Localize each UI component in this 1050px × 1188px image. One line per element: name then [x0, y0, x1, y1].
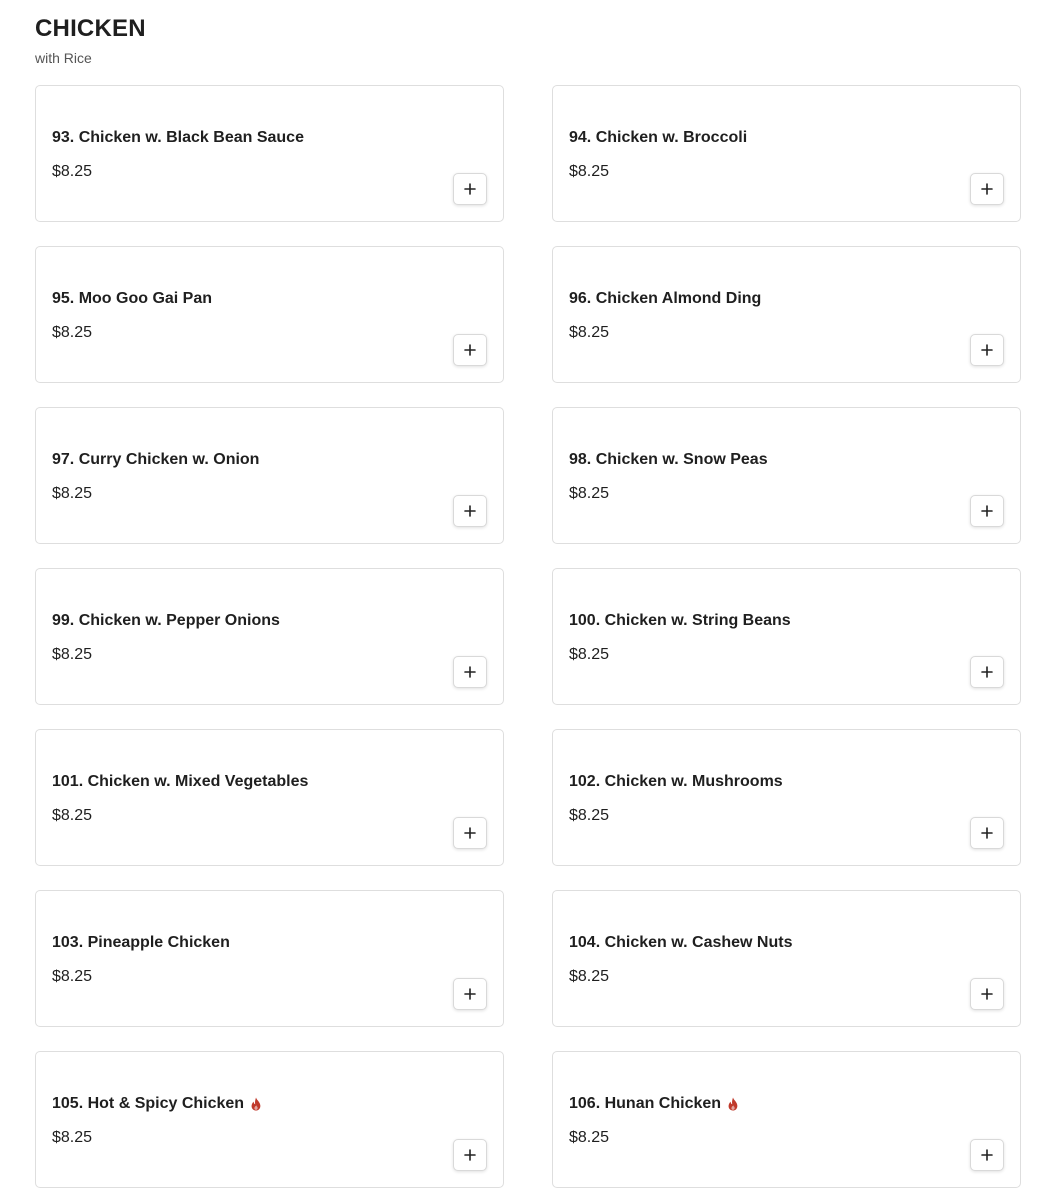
menu-item-price: $8.25 [569, 1129, 610, 1146]
add-to-cart-button[interactable] [453, 656, 487, 688]
menu-item-grid [35, 85, 1021, 1188]
menu-item-card[interactable] [35, 1051, 504, 1188]
menu-item-title [52, 1095, 262, 1113]
menu-item-price: $8.25 [569, 807, 610, 824]
add-to-cart-button[interactable] [970, 978, 1004, 1010]
plus-icon [981, 988, 993, 1000]
add-to-cart-button[interactable] [970, 495, 1004, 527]
menu-item-title [569, 129, 747, 147]
add-to-cart-button[interactable] [970, 173, 1004, 205]
menu-item-name: 99. Chicken w. Pepper Onions [52, 612, 280, 629]
menu-item-title [52, 129, 304, 147]
add-to-cart-button[interactable] [453, 817, 487, 849]
menu-item-title [569, 934, 792, 952]
plus-icon [981, 183, 993, 195]
menu-item-name: 102. Chicken w. Mushrooms [569, 773, 783, 790]
menu-item-title [52, 451, 259, 469]
menu-item-title [52, 934, 230, 952]
menu-item-name: 104. Chicken w. Cashew Nuts [569, 934, 793, 951]
menu-item-price: $8.25 [569, 646, 610, 663]
menu-item-price: $8.25 [52, 485, 93, 502]
plus-icon [981, 505, 993, 517]
menu-item-card[interactable] [35, 246, 504, 383]
add-to-cart-button[interactable] [970, 334, 1004, 366]
flame-icon [250, 1097, 262, 1111]
add-to-cart-button[interactable] [453, 173, 487, 205]
add-to-cart-button[interactable] [453, 334, 487, 366]
plus-icon [981, 666, 993, 678]
menu-item-price: $8.25 [52, 1129, 93, 1146]
plus-icon [464, 505, 476, 517]
menu-item-price: $8.25 [52, 163, 93, 180]
menu-item-price: $8.25 [569, 163, 610, 180]
plus-icon [464, 827, 476, 839]
menu-item-card[interactable] [552, 407, 1021, 544]
menu-item-price: $8.25 [52, 807, 93, 824]
menu-item-name: 105. Hot & Spicy Chicken [52, 1095, 245, 1112]
menu-item-price: $8.25 [52, 968, 93, 985]
menu-item-title [52, 773, 308, 791]
add-to-cart-button[interactable] [453, 978, 487, 1010]
add-to-cart-button[interactable] [970, 817, 1004, 849]
plus-icon [981, 1149, 993, 1161]
section-subtitle: with Rice [35, 50, 92, 66]
menu-item-card[interactable] [552, 246, 1021, 383]
menu-item-title [569, 612, 791, 630]
plus-icon [464, 1149, 476, 1161]
menu-item-name: 100. Chicken w. String Beans [569, 612, 791, 629]
menu-item-card[interactable] [552, 729, 1021, 866]
menu-item-name: 95. Moo Goo Gai Pan [52, 290, 213, 307]
add-to-cart-button[interactable] [453, 1139, 487, 1171]
menu-item-price: $8.25 [569, 485, 610, 502]
add-to-cart-button[interactable] [453, 495, 487, 527]
menu-item-card[interactable] [35, 568, 504, 705]
menu-item-card[interactable] [552, 1051, 1021, 1188]
flame-icon [727, 1097, 739, 1111]
menu-item-name: 93. Chicken w. Black Bean Sauce [52, 129, 304, 146]
add-to-cart-button[interactable] [970, 1139, 1004, 1171]
menu-item-price: $8.25 [569, 324, 610, 341]
plus-icon [981, 344, 993, 356]
menu-item-title [569, 773, 783, 791]
menu-item-title [569, 1095, 739, 1113]
menu-item-name: 97. Curry Chicken w. Onion [52, 451, 260, 468]
menu-item-card[interactable] [35, 85, 504, 222]
menu-item-name: 103. Pineapple Chicken [52, 934, 230, 951]
section-title: CHICKEN [35, 15, 146, 42]
menu-item-title [52, 290, 212, 308]
menu-item-title [569, 290, 761, 308]
menu-item-name: 101. Chicken w. Mixed Vegetables [52, 773, 309, 790]
add-to-cart-button[interactable] [970, 656, 1004, 688]
menu-item-name: 94. Chicken w. Broccoli [569, 129, 748, 146]
menu-item-card[interactable] [35, 890, 504, 1027]
menu-item-price: $8.25 [52, 324, 93, 341]
menu-item-title [52, 612, 280, 630]
menu-item-card[interactable] [35, 407, 504, 544]
menu-item-price: $8.25 [569, 968, 610, 985]
menu-item-card[interactable] [552, 568, 1021, 705]
plus-icon [464, 344, 476, 356]
menu-item-card[interactable] [552, 85, 1021, 222]
menu-item-name: 96. Chicken Almond Ding [569, 290, 762, 307]
plus-icon [464, 988, 476, 1000]
plus-icon [464, 666, 476, 678]
menu-item-card[interactable] [552, 890, 1021, 1027]
menu-item-card[interactable] [35, 729, 504, 866]
plus-icon [464, 183, 476, 195]
plus-icon [981, 827, 993, 839]
menu-item-price: $8.25 [52, 646, 93, 663]
menu-item-title [569, 451, 768, 469]
menu-item-name: 98. Chicken w. Snow Peas [569, 451, 768, 468]
menu-item-name: 106. Hunan Chicken [569, 1095, 722, 1112]
